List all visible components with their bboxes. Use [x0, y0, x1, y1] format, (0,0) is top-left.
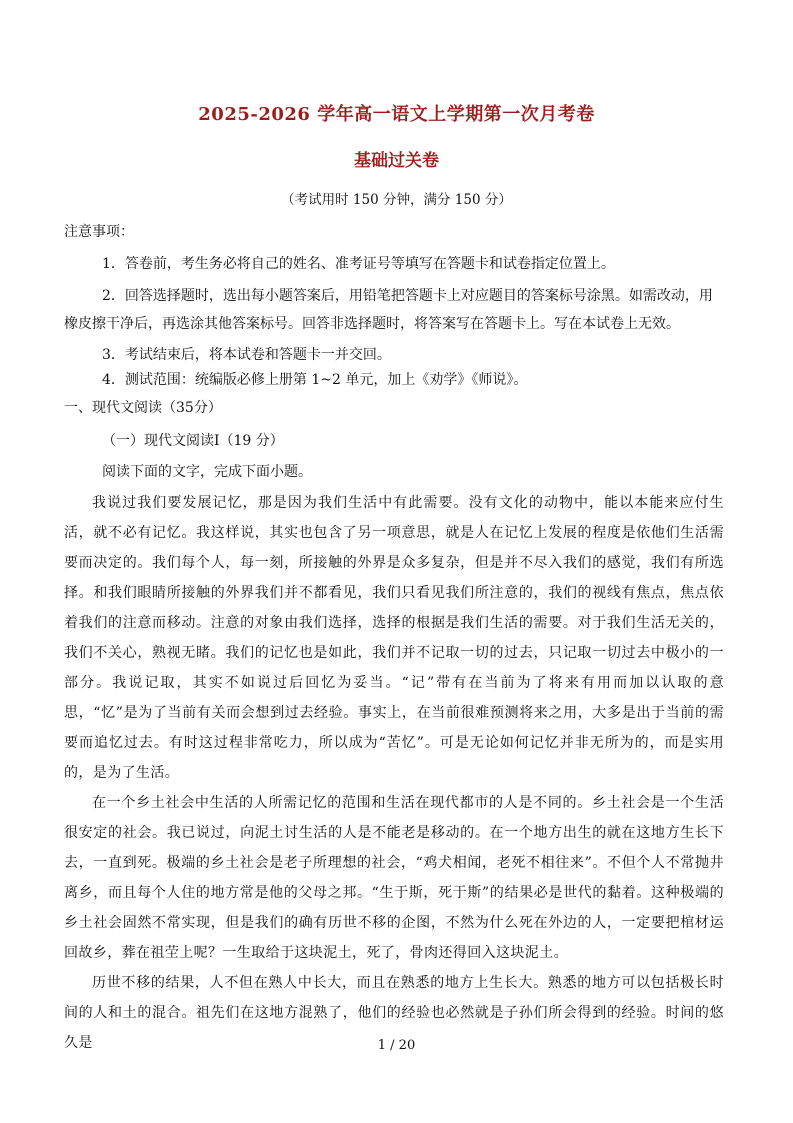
page-number: 1 / 20: [377, 1038, 416, 1053]
passage-paragraph-3: 历世不移的结果，人不但在熟人中长大，而且在熟悉的地方上生长大。熟悉的地方可以包括极长时间的人和土的混合。祖先们在这地方混熟了，他们的经验也必然就是子孙们所会得到的经验。时间的悠久是: [64, 975, 724, 1051]
reading-instruction: 阅读下面的文字，完成下面小题。: [102, 464, 312, 480]
section-heading: 一、现代文阅读（35分）: [64, 400, 222, 416]
notice-heading: 注意事项：: [64, 224, 134, 240]
notice-item-2-line-2: 橡皮擦干净后，再选涂其他答案标号。回答非选择题时，将答案写在答题卡上。写在本试卷上无效。: [64, 316, 680, 332]
exam-info: （考试用时 150 分钟，满分 150 分）: [281, 192, 512, 208]
passage-paragraph-1: 我说过我们要发展记忆，那是因为我们生活中有此需要。没有文化的动物中，能以本能来应付生活，就不必有记忆。我这样说，其实也包含了另一项意思，就是人在记忆上发展的程度是依他们生活需要而决定的。我们每个人，每一刻，所接触的外界是众多复杂，但是并不尽入我们的感觉，我们有所选择。和我们眼睛所接触的外界我们并不都看见，我们只看见我们所注意的，我们的视线有焦点，焦点依着我们的注意而移动。注意的对象由我们选择，选择的根据是我们生活的需要。对于我们生活无关的，我们不关心，熟视无睹。我们的记忆也是如此，我们并不记取一切的过去，只记取一切过去中极小的一部分。我说记取，其实不如说过后回忆为妥当。“记”带有在当前为了将来有用而加以认取的意思，“忆”是为了当前有关而会想到过去经验。事实上，在当前很难预测将来之用，大多是出于当前的需要而追忆过去。有时这过程非常吃力，所以成为“苦忆”。可是无论如何记忆并非无所为的，而是实用的，是为了生活。: [64, 495, 724, 781]
notice-item-1: 1．答卷前，考生务必将自己的姓名、准考证号等填写在答题卡和试卷指定位置上。: [102, 256, 615, 272]
page-subtitle: 基础过关卷: [354, 151, 439, 171]
passage-paragraph-2: 在一个乡土社会中生活的人所需记忆的范围和生活在现代都市的人是不同的。乡土社会是一个生活很安定的社会。我已说过，向泥土讨生活的人是不能老是移动的。在一个地方出生的就在这地方生长下去，一直到死。极端的乡土社会是老子所理想的社会，“鸡犬相闻，老死不相往来”。不但个人不常抛井离乡，而且每个人住的地方常是他的父母之邦。“生于斯，死于斯”的结果必是世代的黏着。这种极端的乡土社会固然不常实现，但是我们的确有历世不移的企图，不然为什么死在外边的人，一定要把棺材运回故乡，葬在祖茔上呢？一生取给于这块泥土，死了，骨肉还得回入这块泥土。: [64, 795, 724, 961]
notice-item-4: 4．测试范围：统编版必修上册第 1~2 单元，加上《劝学》《师说》。: [102, 372, 528, 388]
page-title: 2025-2026 学年高一语文上学期第一次月考卷: [198, 104, 595, 125]
reading-passage: [64, 488, 724, 1058]
notice-item-2-line-1: 2．回答选择题时，选出每小题答案后，用铅笔把答题卡上对应题目的答案标号涂黑。如需改动，用: [102, 288, 713, 304]
notice-item-3: 3．考试结束后，将本试卷和答题卡一并交回。: [102, 347, 391, 363]
sub-section-heading: （一）现代文阅读Ⅰ（19 分）: [102, 433, 284, 449]
